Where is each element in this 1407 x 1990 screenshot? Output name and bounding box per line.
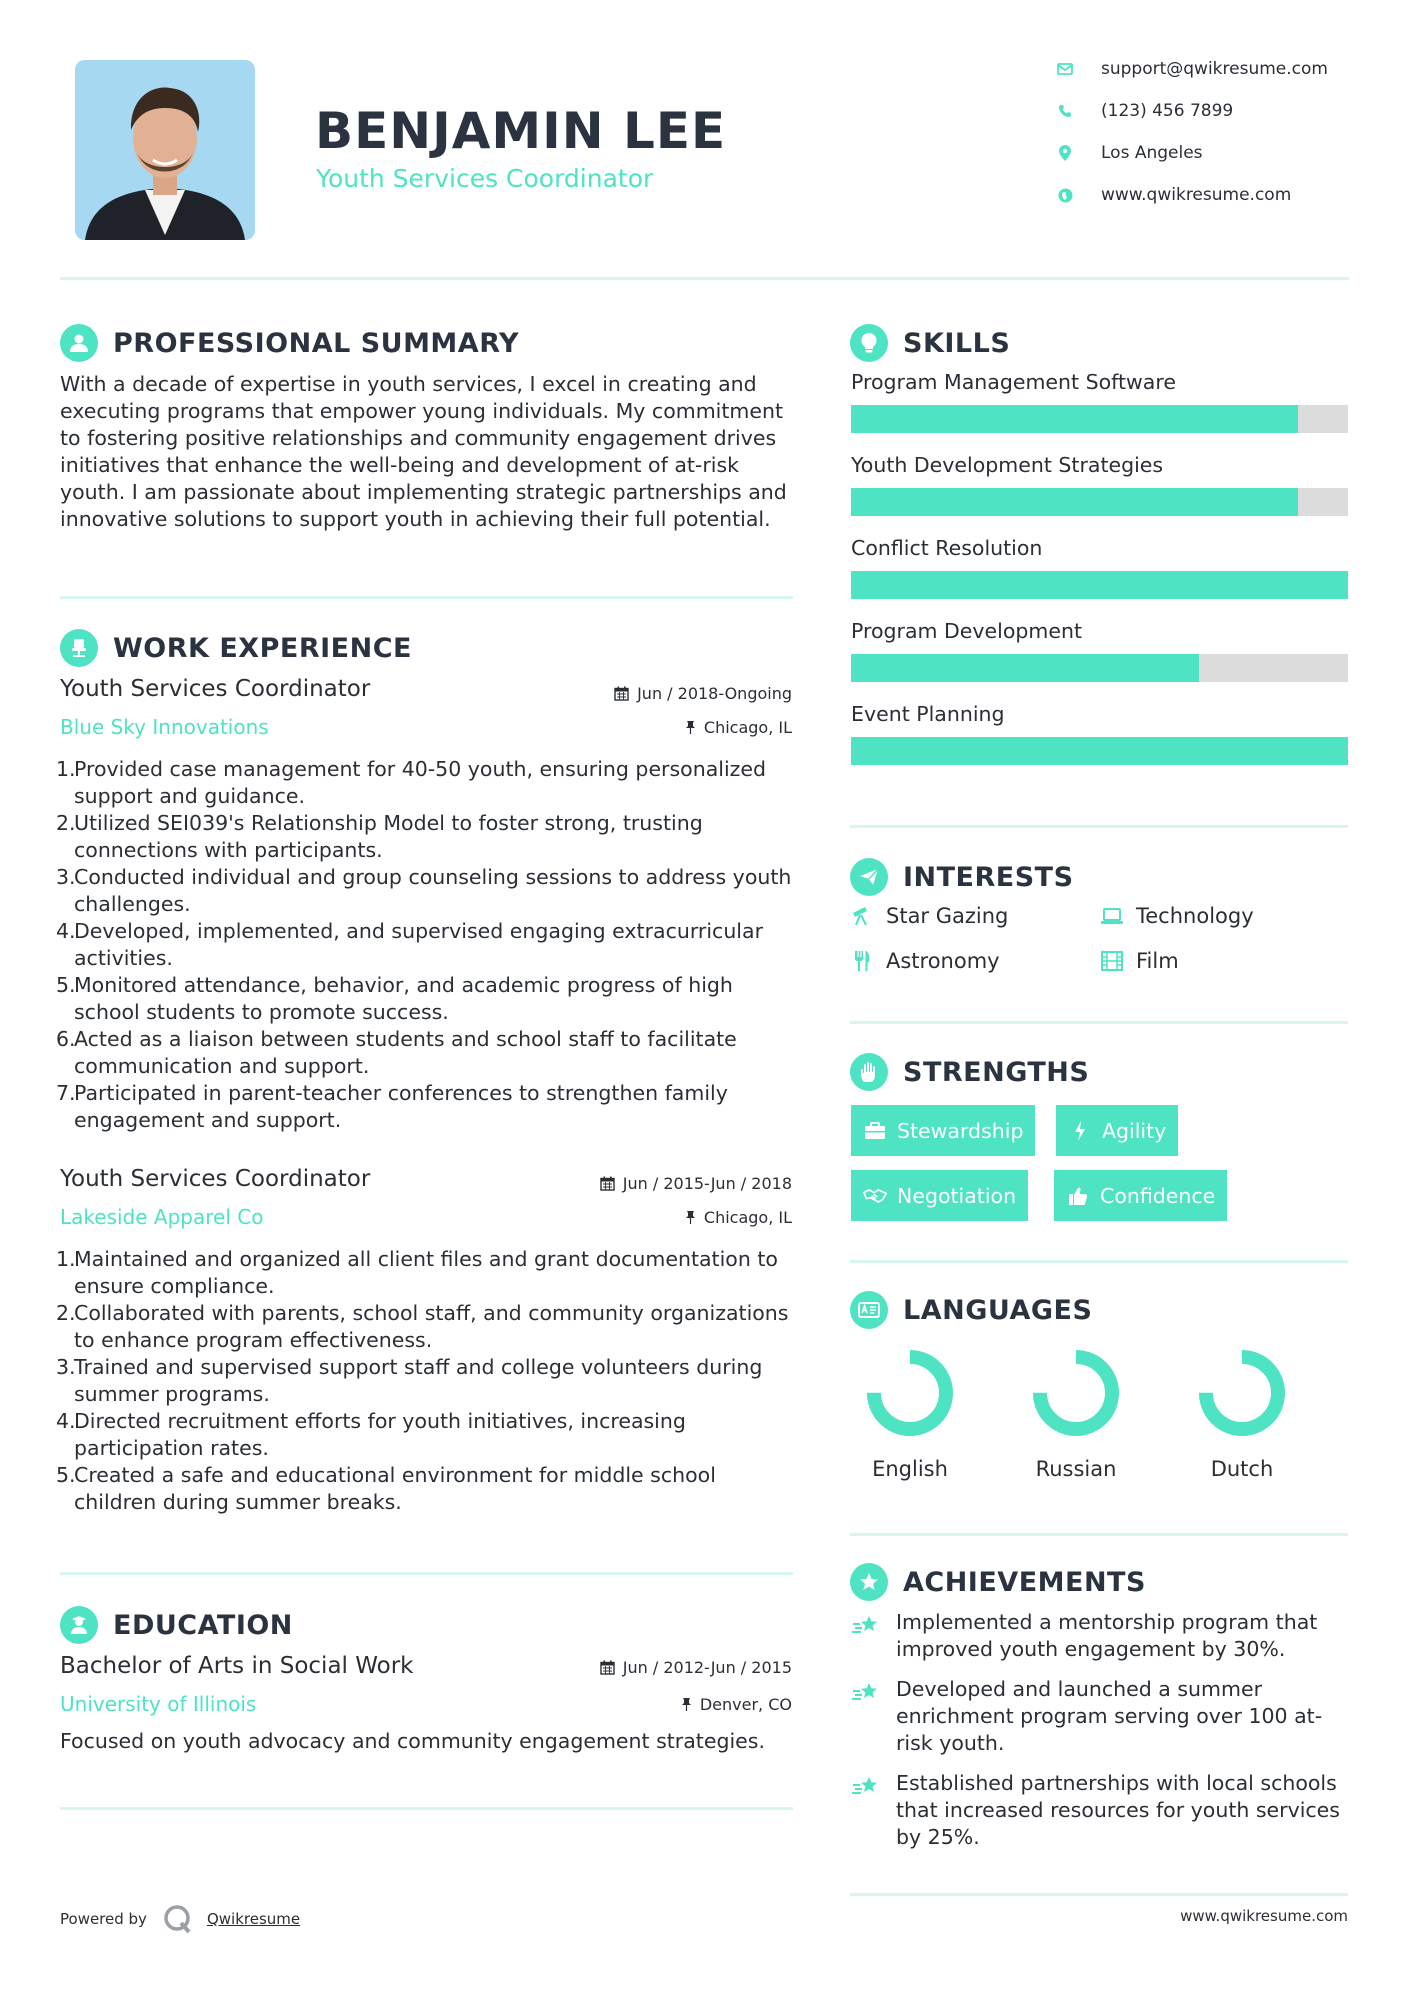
strength-confidence <box>1054 1170 1227 1221</box>
interest-label: Technology <box>1136 904 1254 928</box>
job-1-duties <box>56 756 796 1134</box>
contact-phone-text: (123) 456 7899 <box>1101 101 1234 121</box>
contact-email-text: support@qwikresume.com <box>1101 59 1328 79</box>
skill-name: Program Development <box>851 619 1083 643</box>
skill-bar-fill <box>851 405 1298 433</box>
list-item: 5. Created a safe and educational environment for middle school children during summer breaks. <box>56 1463 716 1514</box>
thumbs-up-icon <box>1066 1184 1090 1208</box>
user-icon <box>60 324 98 362</box>
summary-title: PROFESSIONAL SUMMARY <box>113 327 520 359</box>
skill-bar <box>851 571 1348 599</box>
interest-star-gazing <box>850 904 1008 928</box>
contact-phone[interactable] <box>1055 98 1233 124</box>
skills-heading <box>850 323 1010 363</box>
calendar-icon <box>600 1176 615 1191</box>
pushpin-icon <box>685 720 696 735</box>
skill-name: Program Management Software <box>851 370 1176 394</box>
strengths-divider <box>850 1260 1348 1263</box>
profile-photo <box>75 60 255 240</box>
strengths-title: STRENGTHS <box>903 1056 1090 1088</box>
education-title: EDUCATION <box>113 1609 293 1641</box>
achievement-text: Developed and launched a summer enrichment program serving over 100 at-risk youth. <box>896 1677 1323 1755</box>
language-label: English <box>872 1457 948 1481</box>
shooting-star-icon <box>850 1609 882 1641</box>
job-1-title: Youth Services Coordinator <box>60 676 371 702</box>
job-1-dates <box>560 684 792 703</box>
job-2-dates <box>560 1174 792 1193</box>
language-label: Russian <box>1035 1457 1117 1481</box>
list-item: 2. Utilized SEI039's Relationship Model to foster strong, trusting connections with participants. <box>56 811 703 862</box>
telescope-icon <box>850 904 874 928</box>
job-2-duties <box>56 1246 796 1516</box>
languages-title: LANGUAGES <box>903 1294 1093 1326</box>
education-dates <box>560 1658 792 1677</box>
skill-name: Youth Development Strategies <box>851 453 1164 477</box>
job-2-company: Lakeside Apparel Co <box>60 1205 264 1229</box>
skill-item <box>851 453 1348 516</box>
job-1-location <box>560 718 792 737</box>
strength-label: Stewardship <box>897 1118 1024 1143</box>
job-2-title: Youth Services Coordinator <box>60 1166 371 1192</box>
briefcase-icon <box>863 1119 887 1143</box>
skill-name: Conflict Resolution <box>851 536 1043 560</box>
candidate-name: BENJAMIN LEE <box>315 102 727 160</box>
strength-stewardship <box>851 1105 1035 1156</box>
achievement-text: Established partnerships with local schools that increased resources for youth services by 25%. <box>896 1771 1340 1849</box>
interest-label: Star Gazing <box>886 904 1009 928</box>
film-icon <box>1100 949 1124 973</box>
phone-icon <box>1055 101 1075 121</box>
languages-list <box>850 1343 1348 1481</box>
skill-bar-fill <box>851 737 1348 765</box>
hand-icon <box>850 1053 888 1091</box>
skill-bar-fill <box>851 488 1298 516</box>
skills-divider <box>850 825 1348 828</box>
language-ring-arc <box>874 1357 946 1429</box>
interest-label: Astronomy <box>886 949 1000 973</box>
chair-icon <box>60 629 98 667</box>
footer-site[interactable]: www.qwikresume.com <box>1180 1907 1348 1925</box>
interest-label: Film <box>1136 949 1179 973</box>
experience-heading <box>60 628 412 668</box>
skills-title: SKILLS <box>903 327 1011 359</box>
achievement-item <box>850 1770 1350 1851</box>
language-card-icon <box>850 1291 888 1329</box>
skill-bar-fill <box>851 654 1199 682</box>
powered-by-text: Powered by <box>60 1910 147 1928</box>
achievements-divider <box>850 1893 1348 1896</box>
skill-item <box>851 619 1348 682</box>
summary-divider <box>60 596 793 599</box>
pushpin-icon <box>685 1210 696 1225</box>
laptop-icon <box>1100 904 1124 928</box>
education-heading <box>60 1605 293 1645</box>
list-item: 2. Collaborated with parents, school staff, and community organizations to enhance program effectiveness. <box>56 1301 789 1352</box>
list-item: 3. Trained and supervised support staff and college volunteers during summer programs. <box>56 1355 763 1406</box>
interests-heading <box>850 857 1074 897</box>
job-2-location <box>560 1208 792 1227</box>
list-item: 1. Provided case management for 40-50 youth, ensuring personalized support and guidance. <box>56 757 767 808</box>
summary-text: With a decade of expertise in youth services, I excel in creating and executing programs that empower young individuals. My commitment to fostering positive relationships and community engagement drives initiatives that enhance the well-being and development of at-risk youth. I am passionate about implementing strategic partnerships and innovative solutions to support youth in achieving their full potential. <box>60 372 787 531</box>
achievements-heading <box>850 1562 1146 1602</box>
bolt-icon <box>1068 1119 1092 1143</box>
lightbulb-icon <box>850 324 888 362</box>
language-ring <box>1026 1343 1126 1443</box>
skill-name: Event Planning <box>851 702 1005 726</box>
skill-bar <box>851 488 1348 516</box>
star-badge-icon <box>850 1563 888 1601</box>
utensils-icon <box>850 949 874 973</box>
job-2-location-text: Chicago, IL <box>703 1208 792 1227</box>
education-school: University of Illinois <box>60 1692 257 1716</box>
header-divider <box>60 277 1349 280</box>
list-item: 7. Participated in parent-teacher conferences to strengthen family engagement and support. <box>56 1081 728 1132</box>
graduate-icon <box>60 1606 98 1644</box>
candidate-role: Youth Services Coordinator <box>316 164 654 193</box>
skills-list <box>851 370 1348 785</box>
list-item: 1. Maintained and organized all client files and grant documentation to ensure compliance. <box>56 1247 778 1298</box>
language-item <box>1182 1343 1302 1481</box>
list-item: 4. Developed, implemented, and supervised engaging extracurricular activities. <box>56 919 763 970</box>
paper-plane-icon <box>850 858 888 896</box>
contact-website[interactable] <box>1055 182 1291 208</box>
job-1-dates-text: Jun / 2018-Ongoing <box>637 684 792 703</box>
skill-bar-fill <box>851 571 1348 599</box>
education-location <box>560 1695 792 1714</box>
strength-agility <box>1056 1105 1178 1156</box>
interest-technology <box>1100 904 1254 928</box>
skill-bar <box>851 405 1348 433</box>
job-2-dates-text: Jun / 2015-Jun / 2018 <box>622 1174 792 1193</box>
job-1-location-text: Chicago, IL <box>703 718 792 737</box>
qwikresume-link[interactable]: Qwikresume <box>206 1910 301 1928</box>
language-item <box>1016 1343 1136 1481</box>
achievement-item <box>850 1676 1350 1757</box>
education-location-text: Denver, CO <box>699 1695 792 1714</box>
handshake-icon <box>863 1184 887 1208</box>
education-description: Focused on youth advocacy and community engagement strategies. <box>60 1729 765 1753</box>
language-ring <box>1192 1343 1292 1443</box>
calendar-icon <box>614 686 629 701</box>
list-item: 5. Monitored attendance, behavior, and academic progress of high school students to promote success. <box>56 973 733 1024</box>
experience-divider <box>60 1572 793 1575</box>
strengths-heading <box>850 1052 1089 1092</box>
language-label: Dutch <box>1210 1457 1274 1481</box>
language-ring <box>860 1343 960 1443</box>
education-degree: Bachelor of Arts in Social Work <box>60 1653 414 1679</box>
contact-location-text: Los Angeles <box>1101 143 1203 163</box>
pushpin-icon <box>681 1697 692 1712</box>
strength-label: Agility <box>1102 1118 1167 1143</box>
language-item <box>850 1343 970 1481</box>
strength-label: Negotiation <box>897 1183 1017 1208</box>
achievements-title: ACHIEVEMENTS <box>903 1566 1146 1598</box>
summary-heading <box>60 323 519 363</box>
interests-divider <box>850 1021 1348 1024</box>
achievement-text: Implemented a mentorship program that improved youth engagement by 30%. <box>896 1610 1318 1661</box>
globe-icon <box>1055 185 1075 205</box>
contact-website-text: www.qwikresume.com <box>1101 185 1292 205</box>
education-divider <box>60 1807 793 1810</box>
contact-email[interactable] <box>1055 56 1328 82</box>
shooting-star-icon <box>850 1770 882 1802</box>
skill-item <box>851 370 1348 433</box>
list-item: 6. Acted as a liaison between students and school staff to facilitate communication and support. <box>56 1027 737 1078</box>
envelope-icon <box>1055 59 1075 79</box>
languages-divider <box>850 1533 1348 1536</box>
list-item: 4. Directed recruitment efforts for youth initiatives, increasing participation rates. <box>56 1409 686 1460</box>
education-dates-text: Jun / 2012-Jun / 2015 <box>622 1658 792 1677</box>
skill-item <box>851 702 1348 765</box>
list-item: 3. Conducted individual and group counseling sessions to address youth challenges. <box>56 865 792 916</box>
qwikresume-logo-icon <box>163 1904 193 1934</box>
map-pin-icon <box>1055 143 1075 163</box>
achievements-list <box>850 1609 1350 1851</box>
strength-label: Confidence <box>1100 1183 1216 1208</box>
skill-item <box>851 536 1348 599</box>
job-1-company: Blue Sky Innovations <box>60 715 269 739</box>
contact-location <box>1055 140 1203 166</box>
strength-negotiation <box>851 1170 1028 1221</box>
languages-heading <box>850 1290 1092 1330</box>
interests-title: INTERESTS <box>903 861 1074 893</box>
shooting-star-icon <box>850 1676 882 1708</box>
language-ring-arc <box>1206 1357 1278 1429</box>
interest-astronomy <box>850 949 1000 973</box>
calendar-icon <box>600 1660 615 1675</box>
skill-bar <box>851 737 1348 765</box>
skill-bar <box>851 654 1348 682</box>
interest-film <box>1100 949 1179 973</box>
achievement-item <box>850 1609 1350 1663</box>
language-ring-arc <box>1040 1357 1112 1429</box>
footer-powered <box>60 1904 300 1934</box>
experience-title: WORK EXPERIENCE <box>113 632 412 664</box>
